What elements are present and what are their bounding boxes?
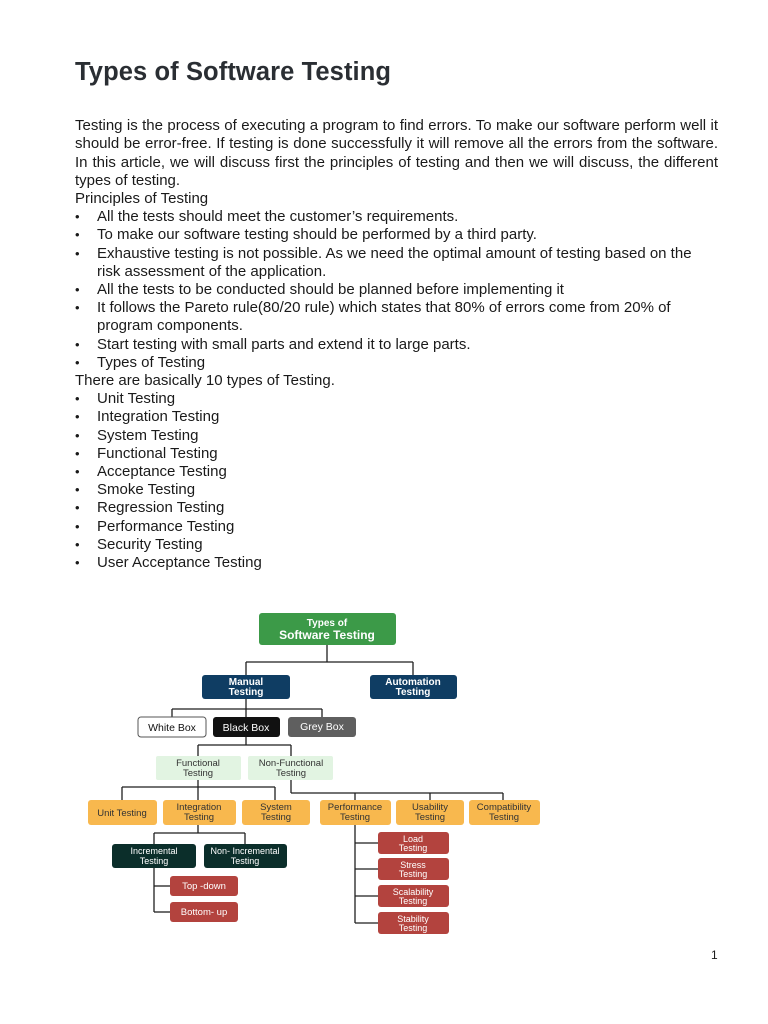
non-functional-label-line2: Testing bbox=[275, 768, 307, 779]
non-functional-label-line1: Non-Functional bbox=[258, 758, 324, 769]
list-item: • It follows the Pareto rule(80/20 rule) which states that 80% of errors come from 20% of program components. bbox=[75, 299, 718, 335]
manual-label-line2: Testing bbox=[228, 687, 264, 698]
incremental-label-line2: Testing bbox=[139, 856, 169, 866]
top-down-label: Top -down bbox=[182, 881, 226, 892]
compatibility-label-line1: Compatibility bbox=[476, 802, 532, 813]
system-testing-node bbox=[242, 800, 310, 825]
stability-label-line2: Testing bbox=[398, 923, 428, 933]
intro-paragraph: Testing is the process of executing a program to find errors. To make our software perform well it should be error-free. If testing is done successfully it will remove all the errors from the software. In this article, we will discuss first the principles of testing and then we will discuss, the different types of testing. bbox=[75, 117, 718, 189]
list-item: • Integration Testing bbox=[75, 408, 718, 426]
root-label-line1: Types of bbox=[306, 618, 348, 629]
system-label-line1: System bbox=[260, 802, 292, 813]
load-label-line1: Load bbox=[402, 834, 424, 844]
stability-label-line1: Stability bbox=[397, 914, 429, 924]
unit-testing-node bbox=[88, 800, 157, 825]
incremental-testing-node bbox=[112, 844, 196, 868]
page-title: Types of Software Testing bbox=[75, 58, 392, 86]
black-box-node bbox=[213, 717, 280, 737]
root-label-line2: Software Testing bbox=[279, 628, 375, 642]
scalability-label-line1: Scalability bbox=[392, 887, 434, 897]
bottom-up-node bbox=[170, 902, 238, 922]
stress-label-line1: Stress bbox=[400, 860, 426, 870]
bottom-up-label: Bottom- up bbox=[180, 907, 228, 918]
list-item: • Exhaustive testing is not possible. As we need the optimal amount of testing based on the risk assessment of the application. bbox=[75, 245, 718, 281]
grey-box-label: Grey Box bbox=[300, 721, 344, 733]
list-item: • All the tests to be conducted should be planned before implementing it bbox=[75, 281, 718, 299]
functional-testing-node bbox=[156, 756, 241, 780]
black-box-label: Black Box bbox=[222, 722, 270, 734]
list-item: • Start testing with small parts and extend it to large parts. bbox=[75, 336, 718, 354]
load-label-line2: Testing bbox=[398, 843, 428, 853]
list-item: • All the tests should meet the customer’s requirements. bbox=[75, 208, 718, 226]
compatibility-label-line2: Testing bbox=[488, 812, 520, 823]
integration-testing-node bbox=[163, 800, 236, 825]
list-item: • User Acceptance Testing bbox=[75, 554, 718, 572]
automation-testing-node bbox=[370, 675, 457, 699]
automation-label-line1: Automation bbox=[385, 677, 441, 688]
manual-testing-node bbox=[202, 675, 290, 699]
system-label-line2: Testing bbox=[260, 812, 292, 823]
testing-types-diagram bbox=[0, 600, 768, 945]
non-incremental-testing-node bbox=[204, 844, 287, 868]
performance-label-line1: Performance bbox=[327, 802, 383, 813]
list-item: • System Testing bbox=[75, 427, 718, 445]
list-item: • Smoke Testing bbox=[75, 481, 718, 499]
list-item: • Acceptance Testing bbox=[75, 463, 718, 481]
body-content bbox=[75, 190, 718, 572]
integration-label-line2: Testing bbox=[183, 812, 215, 823]
stability-testing-node bbox=[378, 912, 449, 934]
list-item: • Types of Testing bbox=[75, 354, 718, 372]
white-box-label: White Box bbox=[148, 722, 196, 734]
list-item: • Unit Testing bbox=[75, 390, 718, 408]
manual-label-line1: Manual bbox=[228, 677, 264, 688]
non-incremental-label-line2: Testing bbox=[230, 856, 260, 866]
performance-label-line2: Testing bbox=[339, 812, 371, 823]
principles-heading: Principles of Testing bbox=[75, 190, 209, 207]
incremental-label-line1: Incremental bbox=[130, 846, 178, 856]
usability-label-line2: Testing bbox=[414, 812, 446, 823]
grey-box-node bbox=[288, 717, 356, 737]
usability-testing-node bbox=[396, 800, 464, 825]
load-testing-node bbox=[378, 832, 449, 854]
compatibility-testing-node bbox=[469, 800, 540, 825]
usability-label-line1: Usability bbox=[412, 802, 448, 813]
top-down-node bbox=[170, 876, 238, 896]
scalability-testing-node bbox=[378, 885, 449, 907]
unit-label: Unit Testing bbox=[97, 808, 147, 819]
types-intro: There are basically 10 types of Testing. bbox=[75, 372, 335, 390]
stress-label-line2: Testing bbox=[398, 869, 428, 879]
list-item: • Performance Testing bbox=[75, 518, 718, 536]
stress-testing-node bbox=[378, 858, 449, 880]
page-number: 1 bbox=[711, 948, 718, 962]
root-node bbox=[259, 613, 396, 645]
principles-list bbox=[75, 208, 718, 372]
types-list bbox=[75, 390, 718, 572]
functional-label-line2: Testing bbox=[182, 768, 214, 779]
non-functional-testing-node bbox=[248, 756, 333, 780]
non-incremental-label-line1: Non- Incremental bbox=[210, 846, 280, 856]
white-box-node bbox=[138, 717, 206, 737]
functional-label-line1: Functional bbox=[176, 758, 220, 769]
list-item: • Functional Testing bbox=[75, 445, 718, 463]
list-item: • To make our software testing should be performed by a third party. bbox=[75, 226, 718, 244]
performance-testing-node bbox=[320, 800, 391, 825]
integration-label-line1: Integration bbox=[176, 802, 222, 813]
list-item: • Regression Testing bbox=[75, 499, 718, 517]
scalability-label-line2: Testing bbox=[398, 896, 428, 906]
automation-label-line2: Testing bbox=[395, 687, 431, 698]
list-item: • Security Testing bbox=[75, 536, 718, 554]
